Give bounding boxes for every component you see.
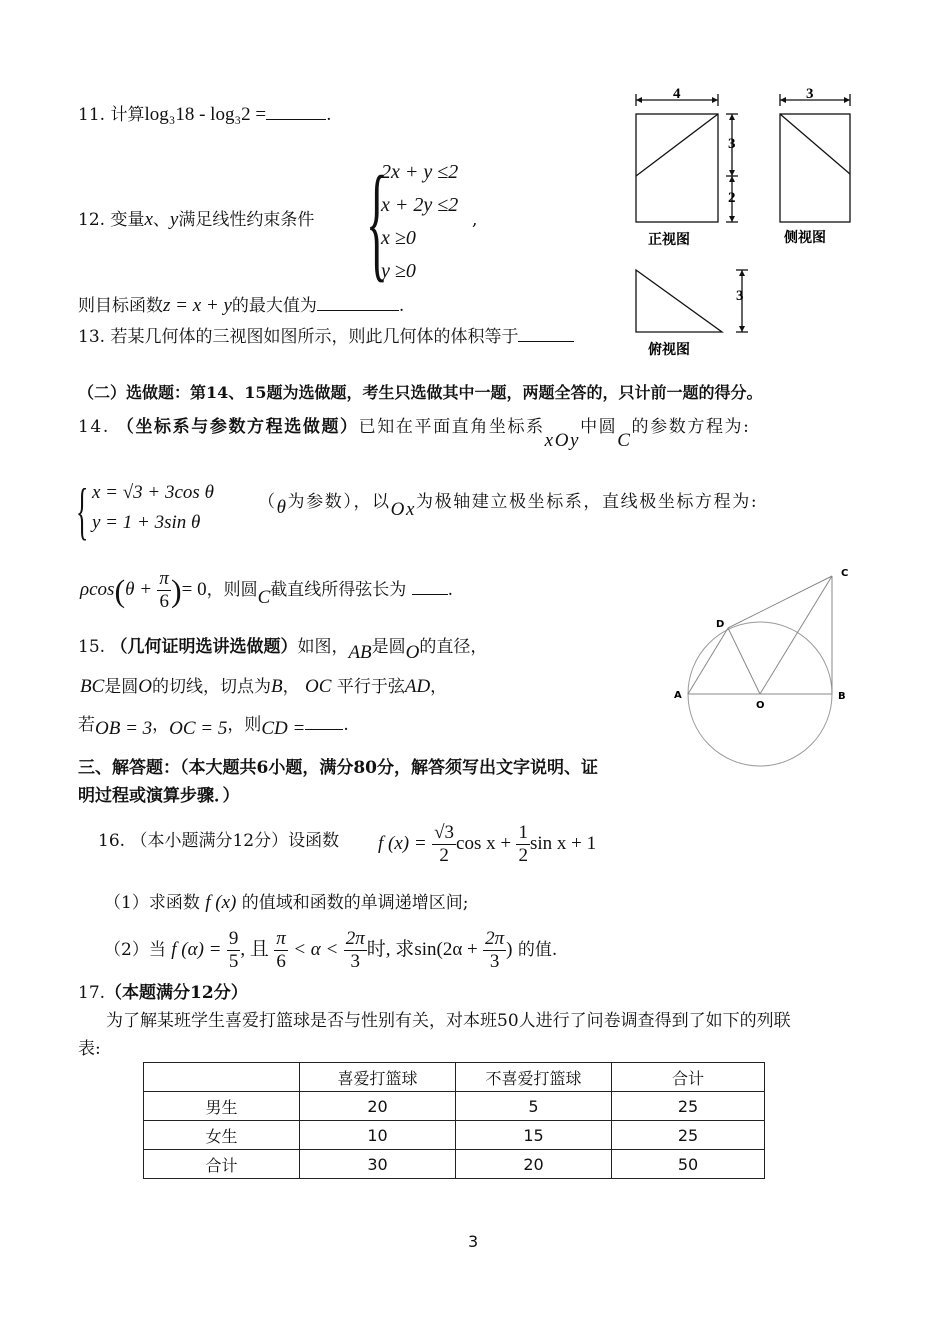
table-cell: 50 xyxy=(612,1150,765,1179)
table-cell: 25 xyxy=(612,1121,765,1150)
circle-c-symbol: C xyxy=(617,430,632,451)
table-cell: 15 xyxy=(456,1121,612,1150)
question-15 xyxy=(78,636,488,663)
question-tag: （本题满分12分） xyxy=(105,983,248,1003)
question-17-intro: 为了解某班学生喜爱打篮球是否与性别有关，对本班50人进行了问卷调查得到了如下的列联 xyxy=(106,1011,791,1031)
numerator: √3 xyxy=(434,822,455,843)
question-text: 的值域和函数的单调递增区间; xyxy=(241,893,469,913)
question-text: 则目标函数 xyxy=(78,296,163,316)
param-eq-y: y = 1 + 3sin θ xyxy=(92,512,201,533)
segment-bc: BC xyxy=(80,676,105,697)
variable-x: x xyxy=(144,209,153,230)
section-2-title: （二）选做题：第14、15题为选做题，考生只选做其中一题，两题全答的，只计前一题的得分。 xyxy=(78,383,763,402)
table-header-row xyxy=(144,1063,765,1092)
constraint: 2x + y ≤2 xyxy=(381,161,459,183)
front-width-label: 4 xyxy=(673,86,681,102)
question-number: 15. xyxy=(78,637,106,657)
point-b: B xyxy=(271,676,283,697)
height-bottom-label: 2 xyxy=(728,190,736,206)
part-number: （2） xyxy=(104,940,149,960)
denominator: 2 xyxy=(439,845,449,866)
question-number: 13. xyxy=(78,327,106,347)
period: . xyxy=(398,296,405,316)
side-width-label: 3 xyxy=(806,86,814,102)
answer-blank xyxy=(317,310,399,311)
contingency-table xyxy=(143,1062,765,1179)
function-definition xyxy=(378,822,596,867)
section-3-line2: 明过程或演算步骤．） xyxy=(78,786,240,806)
question-text: 若某几何体的三视图如图所示，则此几何体的体积等于 xyxy=(110,327,519,347)
table-cell: 20 xyxy=(300,1092,456,1121)
circle-tangent-figure xyxy=(668,560,868,770)
question-text: 是圆 xyxy=(104,677,139,697)
denominator: 3 xyxy=(489,951,500,972)
numerator: 9 xyxy=(228,928,239,949)
f-alpha: f (α) = xyxy=(171,939,222,960)
table-cell: 男生 xyxy=(144,1092,300,1121)
table-header-cell: 喜爱打篮球 xyxy=(300,1063,456,1092)
side-view-label: 侧视图 xyxy=(784,230,826,246)
one-over-2 xyxy=(516,822,530,867)
question-16 xyxy=(98,830,339,852)
question-text: 计算 xyxy=(110,105,145,125)
question-text: ，则 xyxy=(227,715,262,735)
param-eq-x: x = √3 + 3cos θ xyxy=(92,482,214,503)
question-text: 当 xyxy=(148,940,166,960)
question-text: 的直径， xyxy=(419,637,488,657)
question-text: ， xyxy=(282,677,300,697)
question-text: 变量 xyxy=(110,210,145,230)
label-b: B xyxy=(838,691,846,702)
numerator: 2π xyxy=(485,928,505,949)
question-text: 平行于弦 xyxy=(336,677,405,697)
top-depth-label: 3 xyxy=(736,288,744,304)
question-text: 截直线所得弦长为 xyxy=(270,580,407,600)
segment-oc: OC xyxy=(305,676,332,697)
question-number: 12. xyxy=(78,210,106,230)
table-cell: 30 xyxy=(300,1150,456,1179)
question-text: 的值. xyxy=(517,940,558,960)
answer-blank xyxy=(266,119,326,120)
question-number: 14. xyxy=(78,417,110,437)
denominator: 6 xyxy=(159,591,169,612)
fx-symbol: f (x) xyxy=(205,892,237,913)
label-o: O xyxy=(756,700,765,711)
comma: , xyxy=(472,210,478,230)
polar-expression: ρcos xyxy=(80,579,115,600)
pi-over-6 xyxy=(157,568,171,613)
side-view-diagonal xyxy=(780,114,850,174)
question-text: ，则圆 xyxy=(206,580,258,600)
question-13 xyxy=(78,326,574,348)
question-16-part1 xyxy=(104,892,469,914)
table-row xyxy=(144,1121,765,1150)
circle-c-symbol: C xyxy=(257,587,271,608)
question-text: （本小题满分12分）设函数 xyxy=(130,831,340,851)
question-text: 时, 求 xyxy=(366,939,415,960)
point-o: O xyxy=(138,676,153,697)
numerator: 2π xyxy=(345,928,365,949)
constraint: x ≥0 xyxy=(381,227,416,249)
question-text: 为参数），以 xyxy=(287,492,391,512)
question-text: 满足线性约束条件 xyxy=(178,210,315,230)
question-15-line2 xyxy=(80,676,447,698)
log-expression: log₃18 - log₃2 = xyxy=(144,104,267,125)
question-16-part2 xyxy=(104,928,557,973)
objective-function: z = x + y xyxy=(163,295,232,316)
denominator: 5 xyxy=(228,951,239,972)
sqrt3-over-2 xyxy=(432,822,456,867)
theta-symbol: θ xyxy=(276,497,288,518)
answer-blank xyxy=(412,594,448,595)
section-3-line1: 三、解答题：（本大题共6小题，满分80分，解答须写出文字说明、证 xyxy=(78,758,598,778)
param-brace: { xyxy=(76,475,89,546)
numerator: 1 xyxy=(518,822,528,843)
chord-ad xyxy=(688,628,728,694)
cd-expression: CD = xyxy=(261,718,306,739)
table-cell: 20 xyxy=(456,1150,612,1179)
question-text: 若 xyxy=(78,715,95,735)
page-number: 3 xyxy=(468,1232,479,1251)
cos-term: cos x + xyxy=(456,833,512,854)
segment-ab: AB xyxy=(348,642,372,663)
height-top-label: 3 xyxy=(728,136,736,152)
and-text: , 且 xyxy=(240,939,269,960)
ob-value: OB = 3 xyxy=(95,718,153,739)
question-12-line2 xyxy=(78,295,404,317)
numerator: π xyxy=(159,568,169,589)
question-text: 的参数方程为: xyxy=(631,417,751,437)
table-cell: 10 xyxy=(300,1121,456,1150)
segment-ad: AD xyxy=(404,676,431,697)
question-number: 17. xyxy=(78,983,106,1003)
part-number: （1） xyxy=(104,893,149,913)
answer-blank xyxy=(305,729,343,730)
constraint: y ≥0 xyxy=(381,260,416,282)
question-15-line3 xyxy=(78,714,349,739)
two-pi-over-three xyxy=(344,928,367,973)
inequality: < α < xyxy=(293,939,339,960)
front-view-rect xyxy=(636,114,718,222)
question-text: 求函数 xyxy=(148,893,200,913)
xoy-symbol: xOy xyxy=(544,430,581,451)
denominator: 2 xyxy=(518,845,528,866)
question-14 xyxy=(78,416,751,451)
question-number: 16. xyxy=(98,831,126,851)
label-c: C xyxy=(841,568,849,579)
table-header-cell: 不喜爱打篮球 xyxy=(456,1063,612,1092)
ox-symbol: Ox xyxy=(390,499,417,520)
side-view-rect xyxy=(780,114,850,222)
equals-zero: = 0 xyxy=(181,579,207,600)
table-cell: 5 xyxy=(456,1092,612,1121)
label-a: A xyxy=(674,690,682,701)
question-14-line2 xyxy=(258,491,759,520)
question-text: 的切线，切点为 xyxy=(152,677,272,697)
table-cell: 女生 xyxy=(144,1121,300,1150)
segment-do xyxy=(728,628,760,694)
question-text: ， xyxy=(430,677,448,697)
question-tag: （坐标系与参数方程选做题） xyxy=(116,417,359,437)
nine-over-five xyxy=(227,928,241,973)
question-14-line3: ρcos(θ + $\frac{\pi}{6}$ )= 0，则圆C截直线所得弦长为 . xyxy=(80,568,454,612)
question-12 xyxy=(78,209,314,231)
section-3-title xyxy=(78,754,598,810)
answer-blank xyxy=(518,341,574,342)
table-row xyxy=(144,1092,765,1121)
front-view-label: 正视图 xyxy=(648,232,690,248)
period: . xyxy=(326,105,332,125)
label-d: D xyxy=(716,619,725,630)
sin-term: sin x + 1 xyxy=(529,833,597,854)
fx-lhs: f (x) = xyxy=(378,833,427,854)
oc-value: OC = 5 xyxy=(169,718,228,739)
table-cell: 25 xyxy=(612,1092,765,1121)
question-number: 11. xyxy=(78,105,106,125)
denominator: 6 xyxy=(276,951,286,972)
table-row xyxy=(144,1150,765,1179)
separator: 、 xyxy=(152,210,170,230)
question-text: 为极轴建立极坐标系，直线极坐标方程为: xyxy=(416,492,759,512)
denominator: 3 xyxy=(350,951,361,972)
system-brace: { xyxy=(366,150,388,294)
point-o: O xyxy=(405,642,420,663)
question-text: 是圆 xyxy=(371,637,406,657)
question-17-intro-cont: 表: xyxy=(78,1039,101,1059)
variable-y: y xyxy=(169,209,179,230)
param-equations xyxy=(92,478,214,538)
top-view-triangle xyxy=(636,270,722,332)
question-text: 中圆 xyxy=(580,417,618,437)
question-text: 已知在平面直角坐标系 xyxy=(358,417,545,437)
polar-theta: θ + xyxy=(125,579,153,600)
constraint: x + 2y ≤2 xyxy=(381,194,459,216)
question-17 xyxy=(78,982,248,1004)
three-view-figure xyxy=(620,84,870,364)
numerator: π xyxy=(276,928,286,949)
paren: （ xyxy=(258,492,277,512)
question-tag: （几何证明选讲选做题） xyxy=(110,637,298,657)
two-pi-over-three xyxy=(483,928,506,973)
front-view-diagonal xyxy=(636,114,718,176)
question-text: 如图， xyxy=(297,637,349,657)
question-text: 的最大值为 xyxy=(231,296,317,316)
paren: ) xyxy=(506,939,513,960)
question-text: ， xyxy=(152,715,170,735)
pi-over-six xyxy=(274,928,288,973)
constraint-system xyxy=(381,156,458,288)
table-cell: 合计 xyxy=(144,1150,300,1179)
table-header-cell: 合计 xyxy=(612,1063,765,1092)
top-view-label: 俯视图 xyxy=(648,342,690,358)
period: . xyxy=(447,580,454,600)
table-header-cell xyxy=(144,1063,300,1092)
sin-expression: sin(2α + xyxy=(414,939,478,960)
question-11 xyxy=(78,104,331,126)
period: . xyxy=(343,715,349,735)
